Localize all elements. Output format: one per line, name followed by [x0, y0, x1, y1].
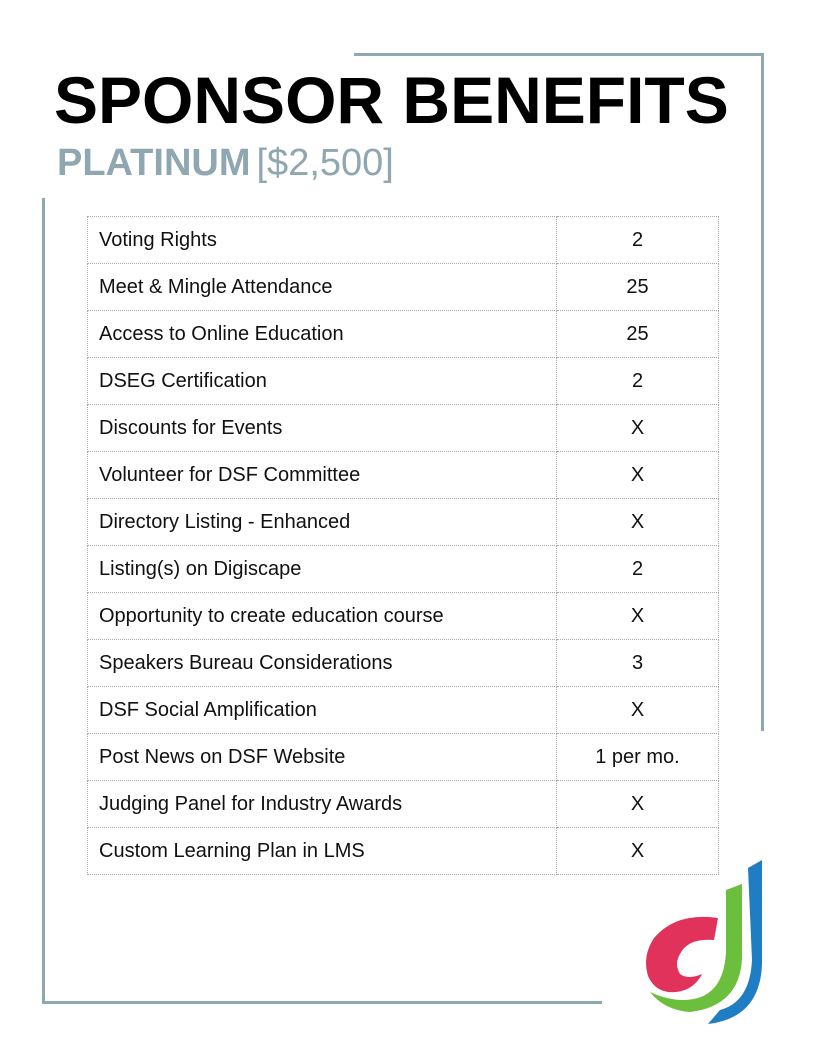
benefit-name: Listing(s) on Digiscape — [88, 546, 557, 593]
benefit-name: Access to Online Education — [88, 311, 557, 358]
tier-price: [$2,500] — [256, 142, 394, 184]
frame-line-bottom — [42, 1001, 602, 1004]
benefit-value: X — [557, 593, 719, 640]
benefit-value: X — [557, 405, 719, 452]
benefit-value: 25 — [557, 264, 719, 311]
table-row — [88, 546, 719, 593]
benefit-value: X — [557, 781, 719, 828]
benefit-value: X — [557, 452, 719, 499]
benefit-value: 1 per mo. — [557, 734, 719, 781]
benefit-value: 3 — [557, 640, 719, 687]
dsf-logo-icon — [640, 856, 770, 1026]
table-row — [88, 264, 719, 311]
benefit-name: Opportunity to create education course — [88, 593, 557, 640]
benefit-name: Custom Learning Plan in LMS — [88, 828, 557, 875]
benefit-value: 25 — [557, 311, 719, 358]
table-row — [88, 452, 719, 499]
table-row — [88, 217, 719, 264]
table-row — [88, 499, 719, 546]
benefit-value: 2 — [557, 358, 719, 405]
benefit-name: Judging Panel for Industry Awards — [88, 781, 557, 828]
tier-heading — [57, 140, 394, 194]
tier-name: PLATINUM — [57, 142, 251, 184]
table-row — [88, 640, 719, 687]
benefit-name: Directory Listing - Enhanced — [88, 499, 557, 546]
benefit-name: Discounts for Events — [88, 405, 557, 452]
table-row — [88, 781, 719, 828]
benefit-value: X — [557, 499, 719, 546]
table-row — [88, 828, 719, 875]
benefit-value: X — [557, 687, 719, 734]
benefit-name: Voting Rights — [88, 217, 557, 264]
table-row — [88, 687, 719, 734]
table-row — [88, 311, 719, 358]
table-row — [88, 734, 719, 781]
table-row — [88, 593, 719, 640]
benefit-name: DSEG Certification — [88, 358, 557, 405]
frame-line-top — [354, 53, 764, 56]
benefit-name: Speakers Bureau Considerations — [88, 640, 557, 687]
frame-line-left — [42, 198, 45, 1004]
benefits-table — [87, 216, 719, 875]
table-row — [88, 405, 719, 452]
benefit-value: X — [557, 828, 719, 875]
benefit-value: 2 — [557, 546, 719, 593]
benefit-name: Post News on DSF Website — [88, 734, 557, 781]
frame-line-right — [761, 53, 764, 731]
benefit-name: Meet & Mingle Attendance — [88, 264, 557, 311]
page-title: SPONSOR BENEFITS — [54, 63, 729, 137]
benefit-name: DSF Social Amplification — [88, 687, 557, 734]
logo-red-bowl — [646, 917, 718, 992]
table-row — [88, 358, 719, 405]
benefit-value: 2 — [557, 217, 719, 264]
benefit-name: Volunteer for DSF Committee — [88, 452, 557, 499]
